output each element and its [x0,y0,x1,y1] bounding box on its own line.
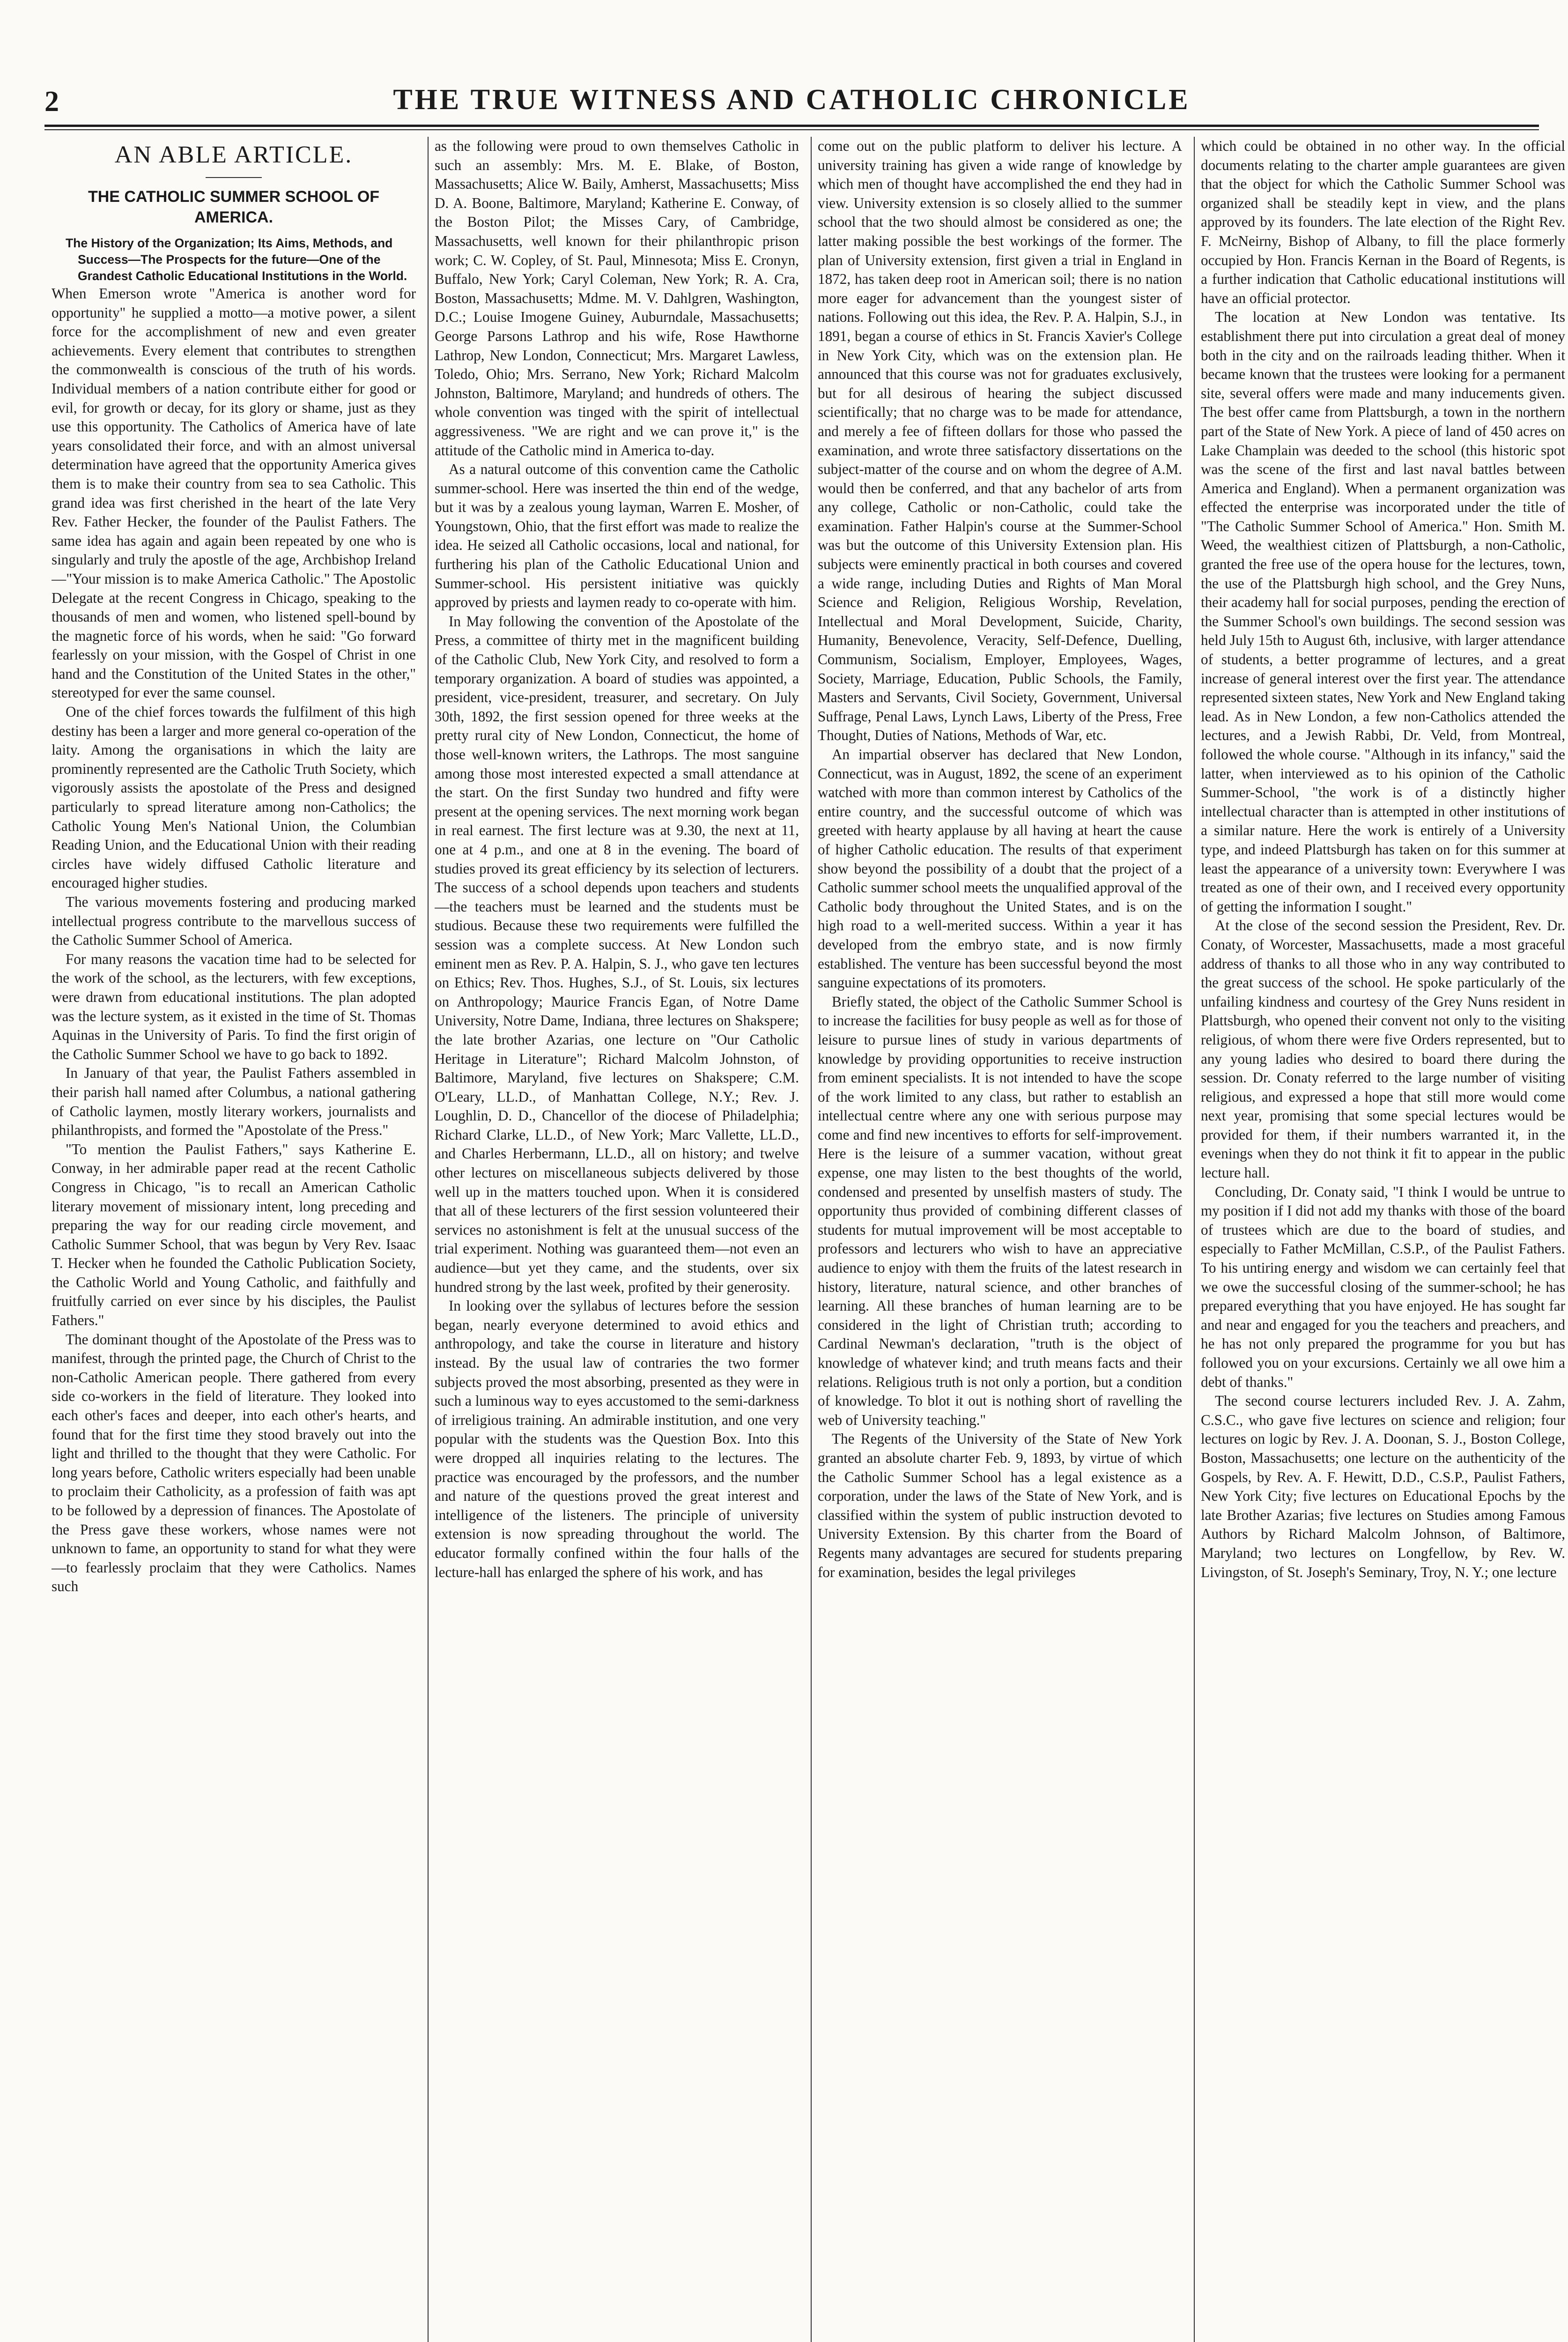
paragraph: When Emerson wrote "America is another word for opportunity" he supplied a motto—a motive power, a silent force for the accomplishment of new and even greater achievements. Every element that contributes to strengthen the commonwealth is conscious of the truth of his words. Individual members of a nation contribute either for good or evil, for growth or decay, for its glory or shame, just as they use this opportunity. The Catholics of America have of late years consolidated their force, and with an almost universal determination have agreed that the opportunity America gives them is to make their country from sea to sea Catholic. This grand idea was first cherished in the heart of the late Very Rev. Father Hecker, the founder of the Paulist Fathers. The same idea has again and again been repeated by one who is singularly and truly the apostle of the age, Archbishop Ireland—"Your mission is to make America Catholic." The Apostolic Delegate at the recent Congress in Chicago, speaking to the thousands of men and women, who listened spell-bound by the magnetic force of his words, when he said: "Go forward fearlessly on your mission, with the Gospel of Christ in one hand and the Constitution of the United States in the other," stereotyped for ever the same counsel. [52,285,416,701]
paragraph: "To mention the Paulist Fathers," says Katherine E. Conway, in her admirable paper read at the recent Catholic Congress in Chicago, "is to recall an American Catholic literary movement of missionary intent, long preceding and preparing the way for our reading circle movement, and Catholic Summer School, that was begun by Very Rev. Isaac T. Hecker when he founded the Catholic Publication Society, the Catholic World and Young Catholic, and faithfully and fruitfully carried on ever since by his disciples, the Paulist Fathers." [52,1141,416,1329]
paragraph: In May following the convention of the Apostolate of the Press, a committee of thirty met in the magnificent building of the Catholic Club, New York City, and resolved to form a temporary organization. A board of studies was appointed, a president, vice-president, treasurer, and secretary. On July 30th, 1892, the first session opened for three weeks at the pretty rural city of New London, Connecticut, the home of those well-known writers, the Lathrops. The most sanguine among those most interested expected a small attendance at the start. On the first Sunday two hundred and fifty were present at the opening services. The next morning work began in real earnest. The first lecture was at 9.30, the next at 11, one at 4 p.m., and one at 8 in the evening. The board of studies proved its great efficiency by its selection of lecturers. The success of a school depends upon teachers and students—the teachers must be learned and the students must be studious. Because these two requirements were fulfilled the session was a complete success. At New London such eminent men as Rev. P. A. Halpin, S. J., who gave ten lectures on Ethics; Rev. Thos. Hughes, S.J., of St. Louis, six lectures on Anthropology; Maurice Francis Egan, of Notre Dame University, Notre Dame, Indiana, three lectures on Shakspere; the late brother Azarias, one lecture on "Our Catholic Heritage in Literature"; Richard Malcolm Johnston, of Baltimore, Maryland, five lectures on Shakspere; C.M. O'Leary, LL.D., of Manhattan College, N.Y.; Rev. J. Loughlin, D. D., Chancellor of the diocese of Philadelphia; Richard Clarke, LL.D., of New York; Marc Vallette, LL.D., and Charles Herbermann, LL.D., all on history; and twelve other lectures on miscellaneous subjects delivered by those well up in the matters touched upon. When it is considered that all of these lecturers of the first session volunteered their services no astonishment is felt at the unusual success of the trial experiment. Nothing was guaranteed them—not even an audience—but yet they came, and the students, over six hundred strong by the last week, profited by their generosity. [435,613,799,1295]
paragraph: come out on the public platform to deliver his lecture. A university training has given a wide range of knowledge by which men of thought have accomplished the end they had in view. University extension is so closely allied to the summer school that the two should almost be considered as one; the latter making possible the best workings of the former. The plan of University extension, first given a trial in England in 1872, has taken deep root in American soil; there is no nation more eager for advancement than the youngest sister of nations. Following out this idea, the Rev. P. A. Halpin, S.J., in 1891, began a course of ethics in St. Francis Xavier's College in New York City, which was on the extension plan. He announced that this course was not for graduates exclusively, but for all desirous of hearing the subject discussed scientifically; that no charge was to be made for attendance, and merely a fee of fifteen dollars for those who passed the examination, and wrote three satisfactory dissertations on the subject-matter of the course and on whom the degree of A.M. would then be conferred, and that any bachelor of arts from any college, Catholic or non-Catholic, could take the examination. Father Halpin's course at the Summer-School was but the outcome of this University Extension plan. His subjects were eminently practical in both courses and covered a wide range, including Duties and Rights of Man Moral Science and Religion, Religious Worship, Revelation, Intellectual and Moral Development, Suicide, Charity, Humanity, Benevolence, Veracity, Self-Defence, Duelling, Communism, Socialism, Employer, Employees, Wages, Society, Marriage, Education, Public Schools, the Family, Masters and Servants, Civil Society, Government, Universal Suffrage, Penal Laws, Lynch Laws, Liberty of the Press, Free Thought, Duties of Nations, Methods of War, etc. [818,138,1182,744]
paragraph: Briefly stated, the object of the Catholic Summer School is to increase the facilities for busy people as well as for those of leisure to pursue lines of study in various departments of knowledge by providing opportunities to receive instruction from eminent specialists. It is not intended to have the scope of the work limited to any class, but rather to establish an intellectual centre where any one with serious purpose may come and find new incentives to efforts for self-improvement. Here is the leisure of a summer vacation, without great expense, one may listen to the best thoughts of the world, condensed and presented by unselfish masters of study. The opportunity thus provided of combining different classes of students for mutual improvement will be most acceptable to professors and lecturers who wish to have an appreciative audience to enjoy with them the fruits of the latest research in history, literature, natural science, and other branches of learning. All these branches of human learning are to be considered in the light of Christian truth; according to Cardinal Newman's declaration, "truth is the object of knowledge of whatever kind; and truth means facts and their relations. Religious truth is not only a portion, but a condition of knowledge. To blot it out is nothing short of ravelling the web of University teaching." [818,993,1182,1428]
paragraph: One of the chief forces towards the fulfilment of this high destiny has been a larger and more general co-operation of the laity. Among the organisations in which the laity are prominently represented are the Catholic Truth Society, which vigorously assists the apostolate of the Press and designed particularly to spread literature among non-Catholics; the Catholic Young Men's National Union, the Columbian Reading Union, and the Educational Union with their reading circles have widely diffused Catholic literature and encouraged higher studies. [52,704,416,891]
paragraph: as the following were proud to own themselves Catholic in such an assembly: Mrs. M. E. Blake, of Boston, Massachusetts; Alice W. Baily, Amherst, Massachusetts; Miss D. A. Boone, Baltimore, Maryland; Katherine E. Conway, of the Boston Pilot; the Misses Cary, of Cambridge, Massachusetts, well known for their philanthropic prison work; C. W. Copley, of St. Paul, Minnesota; Miss E. Cronyn, Buffalo, New York; Caryl Coleman, New York; R. A. Cra, Boston, Massachusetts; Mdme. M. V. Dahlgren, Washington, D.C.; Louise Imogene Guiney, Auburndale, Massachusetts; George Parsons Lathrop and his wife, Rose Hawthorne Lathrop, New London, Connecticut; Mrs. Margaret Lawless, Toledo, Ohio; Mrs. Serrano, New York; Richard Malcolm Johnston, Baltimore, Maryland; and hundreds of others. The whole convention was tinged with the spirit of intellectual aggressiveness. "We are right and we can prove it," is the attitude of the Catholic mind in America to-day. [435,138,799,459]
paragraph: The dominant thought of the Apostolate of the Press was to manifest, through the printed page, the Church of Christ to the non-Catholic American people. There gathered from every side co-workers in the field of literature. They looked into each other's faces and deeper, into each other's hearts, and found that for the first time they stood bravely out into the light and thrilled to the thought that they were Catholic. For long years before, Catholic writers especially had been unable to proclaim their Catholicity, as a profession of faith was apt to be followed by a depression of finances. The Apostolate of the Press gave these workers, whose names were not unknown to fame, an opportunity to stand for what they were—to fearlessly proclaim that they were Catholics. Names such [52,1331,416,1595]
paragraph: The various movements fostering and producing marked intellectual progress contribute to the marvellous success of the Catholic Summer School of America. [52,894,416,949]
paragraph: At the close of the second session the President, Rev. Dr. Conaty, of Worcester, Massachusetts, made a most graceful address of thanks to all those who in any way contributed to the great success of the school. He spoke particularly of the unfailing kindness and courtesy of the Grey Nuns resident in Plattsburgh, who opened their convent not only to the visiting religious, of whom there were five Orders represented, but to any young ladies who desired to board there during the session. Dr. Conaty referred to the large number of visiting religious, and expressed a hope that still more would come next year, promising that some special lectures would be provided for them, if their numbers warranted it, in the evenings when they do not think it fit to appear in the public lecture hall. [1201,917,1565,1181]
paragraph: In looking over the syllabus of lectures before the session began, nearly everyone determined to avoid ethics and anthropology, and take the course in literature and history instead. By the usual law of contraries the two former subjects proved the most absorbing, presented as they were in such a luminous way to eyes accustomed to the semi-darkness of irreligious training. An admirable institution, and one very popular with the students was the Question Box. Into this were dropped all inquiries relating to the lectures. The practice was encouraged by the professors, and the number and nature of the questions proved the great interest and intelligence of the listeners. The principle of university extension is now spreading throughout the world. The educator formally confined within the four halls of the lecture-hall has enlarged the sphere of his work, and has [435,1297,799,1580]
column-3 [818,137,1182,2342]
column-divider [1194,137,1195,2342]
article-subtitle: THE CATHOLIC SUMMER SCHOOL OF AMERICA. [88,188,380,226]
column-divider [811,137,812,2342]
paragraph: In January of that year, the Paulist Fathers assembled in their parish hall named after Columbus, a national gathering of Catholic laymen, mostly literary workers, journalists and philanthropists, and formed the "Apostolate of the Press." [52,1065,416,1139]
paragraph: An impartial observer has declared that New London, Connecticut, was in August, 1892, the scene of an experiment watched with more than common interest by Catholics of the entire country, and the successful outcome of which was greeted with hearty applause by all having at heart the cause of higher Catholic education. The results of that experiment show beyond the possibility of a doubt that the project of a Catholic summer school meets the unqualified approval of the Catholic body throughout the United States, and is on the high road to a well-merited success. Within a year it has developed from the embryo state, and is now firmly established. The venture has been successful beyond the most sanguine expectations of its promoters. [818,746,1182,991]
masthead-rule [44,125,1539,127]
paragraph: The Regents of the University of the State of New York granted an absolute charter Feb. 9, 1893, by virtue of which the Catholic Summer School has a legal existence as a corporation, under the laws of the State of New York, and is classified within the system of public instruction devoted to University Extension. By this charter from the Board of Regents many advantages are secured for students preparing for examination, besides the legal privileges [818,1430,1182,1580]
column-4 [1201,137,1565,2342]
paragraph: The second course lecturers included Rev. J. A. Zahm, C.S.C., who gave five lectures on science and religion; four lectures on logic by Rev. J. A. Doonan, S. J., Boston College, Boston, Massachusetts; one lecture on the authenticity of the Gospels, by Rev. A. F. Hewitt, D.D., C.S.P., Paulist Fathers, New York City; five lectures on Educational Epochs by the late Brother Azarias; five lectures on Studies among Famous Authors by Richard Malcolm Johnson, of Baltimore, Maryland; two lectures on Longfellow, by Rev. W. Livingston, of St. Joseph's Seminary, Troy, N. Y.; one lecture [1201,1393,1565,1580]
column-divider [428,137,429,2342]
title-rule [206,177,262,178]
paragraph: Concluding, Dr. Conaty said, "I think I would be untrue to my position if I did not add my thanks with those of the board of trustees which are due to the board of studies, and especially to Father McMillan, C.S.P., of the Paulist Fathers. To his untiring energy and wisdom we can certainly feel that we owe the successful closing of the summer-school; he has prepared everything that you have enjoyed. He has sought far and near and engaged for you the teachers and preachers, and he has not only prepared the programme for you but has followed you on your excursions. Certainly we all owe him a debt of thanks." [1201,1183,1565,1390]
newspaper-title: THE TRUE WITNESS AND CATHOLIC CHRONICLE [393,84,1191,116]
article-title: AN ABLE ARTICLE. [114,141,353,168]
paragraph: The location at New London was tentative. Its establishment there put into circulation a great deal of money both in the city and on the railroads leading thither. When it became known that the trustees were looking for a permanent site, several offers were made and many inducements given. The best offer came from Plattsburgh, a town in the northern part of the State of New York. A piece of land of 450 acres on Lake Champlain was deeded to the school (this historic spot was the scene of the first and last naval battles between America and England). When a permanent organization was effected the enterprise was incorporated under the title of "The Catholic Summer School of America." Hon. Smith M. Weed, the wealthiest citizen of Plattsburgh, a non-Catholic, granted the free use of the opera house for the lectures, town, the use of the Plattsburgh high school, and the Grey Nuns, their academy hall for social purposes, pending the erection of the Summer School's own buildings. The second session was held July 15th to August 6th, inclusive, with larger attendance of students, a better programme of lectures, and a great increase of general interest over the first year. The attendance represented sixteen states, New York and New England taking lead. As in New London, a few non-Catholics attended the lectures, and a Jewish Rabbi, Dr. Veld, from Montreal, followed the whole course. "Although in its infancy," said the latter, when interviewed as to his opinion of the Catholic Summer-School, "the work is of a distinctly higher intellectual character than is attempted in other institutions of a similar nature. Here the work is entirely of a University type, and indeed Plattsburgh has taken on for this summer at least the appearance of a university town: Everywhere I was treated as one of their own, and I received every opportunity of getting the information I sought." [1201,309,1565,915]
paragraph: For many reasons the vacation time had to be selected for the work of the school, as the lecturers, with few exceptions, were drawn from educational institutions. The plan adopted was the lecture system, as it existed in the time of St. Thomas Aquinas in the University of Paris. To find the first origin of the Catholic Summer School we have to go back to 1892. [52,950,416,1062]
column-2 [435,137,799,2342]
masthead [44,83,1539,121]
column-1 [52,137,416,2342]
masthead-rule-thin [44,129,1539,130]
page-number: 2 [44,86,59,118]
paragraph: As a natural outcome of this convention came the Catholic summer-school. Here was inserted the thin end of the wedge, but it was by a zealous young layman, Warren E. Mosher, of Youngstown, Ohio, that the first effort was made to realize the idea. He seized all Catholic occasions, local and national, for furthering his plan of the Catholic Educational Union and Summer-school. His persistent initiative was quickly approved by priests and laymen ready to co-operate with him. [435,461,799,611]
article-deck: The History of the Organization; Its Aims, Methods, and Success—The Prospects for the future—One of the Grandest Catholic Educational Institutions in the World. [66,236,407,283]
paragraph: which could be obtained in no other way. In the official documents relating to the charter ample guarantees are given that the object for which the Catholic Summer School was organized shall be steadily kept in view, and the plans approved by its founders. The late election of the Right Rev. F. McNeirny, Bishop of Albany, to fill the place formerly occupied by Hon. Francis Kernan in the Board of Regents, is a further indication that Catholic educational institutions will have an official protector. [1201,138,1565,306]
